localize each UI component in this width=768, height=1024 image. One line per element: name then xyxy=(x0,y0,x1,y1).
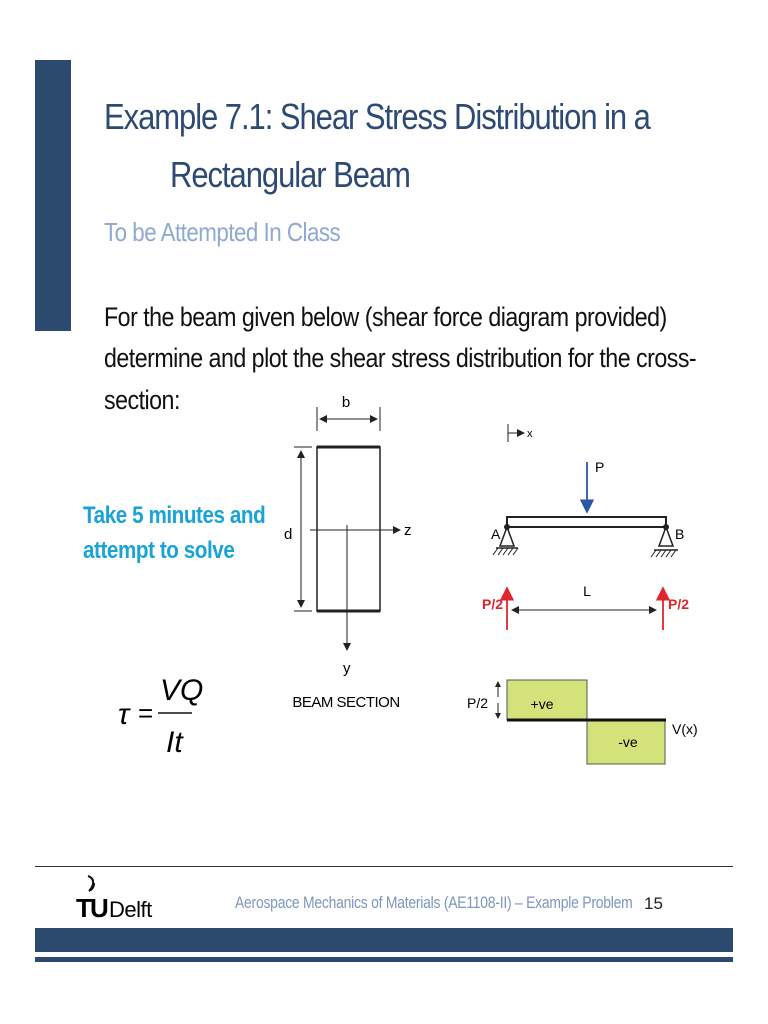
negative-shear-label: -ve xyxy=(618,734,638,750)
body-text-line2: determine and plot the shear stress distribution for the cross- xyxy=(104,343,697,373)
logo-letter-t: T xyxy=(76,893,92,923)
page-number: 15 xyxy=(644,894,663,913)
support-b-label: B xyxy=(675,526,685,542)
slide-subtitle: To be Attempted In Class xyxy=(104,217,341,247)
formula-denominator: It xyxy=(166,726,183,759)
flame-icon xyxy=(88,876,94,891)
reaction-right-label: P/2 xyxy=(668,596,690,612)
logo-delft-text: Delft xyxy=(109,897,152,922)
footer-band-line xyxy=(35,957,733,962)
rectangular-section xyxy=(317,447,380,611)
callout-line1: Take 5 minutes and xyxy=(83,502,266,529)
left-accent-bar xyxy=(35,60,71,331)
callout-line2: attempt to solve xyxy=(83,537,235,564)
slide-title-line1: Example 7.1: Shear Stress Distribution in a xyxy=(104,96,650,137)
load-label: P xyxy=(595,459,605,475)
body-text-line1: For the beam given below (shear force diagram provided) xyxy=(104,302,667,332)
positive-shear-label: +ve xyxy=(530,696,554,712)
length-label: L xyxy=(583,583,591,599)
beam-section-caption: BEAM SECTION xyxy=(292,694,400,711)
body-text-line3: section: xyxy=(104,385,180,415)
footer-band xyxy=(35,928,733,952)
depth-label: d xyxy=(284,526,293,543)
footer-course-title: Aerospace Mechanics of Materials (AE1108-II) – Example Problem xyxy=(235,893,633,912)
shear-axis-label: V(x) xyxy=(672,721,698,737)
shear-stress-formula xyxy=(110,660,210,770)
formula-tau: τ xyxy=(118,698,130,731)
beam xyxy=(507,517,666,527)
x-axis-label: x xyxy=(527,428,533,440)
shear-force-diagram xyxy=(460,670,720,780)
formula-equals: = xyxy=(138,698,154,728)
footer-divider xyxy=(35,866,733,867)
formula-numerator: VQ xyxy=(160,674,204,707)
beam-section-diagram xyxy=(270,385,430,715)
y-axis-label: y xyxy=(343,660,351,677)
width-label: b xyxy=(341,394,351,411)
support-a-label: A xyxy=(491,526,501,542)
logo-letter-u: U xyxy=(90,893,109,923)
reaction-left-label: P/2 xyxy=(482,596,504,612)
tudelft-logo xyxy=(76,872,156,924)
slide-title-line2: Rectangular Beam xyxy=(170,154,410,195)
simply-supported-beam-diagram xyxy=(470,420,710,640)
z-axis-label: z xyxy=(404,522,412,539)
shear-magnitude-label: P/2 xyxy=(467,695,489,711)
